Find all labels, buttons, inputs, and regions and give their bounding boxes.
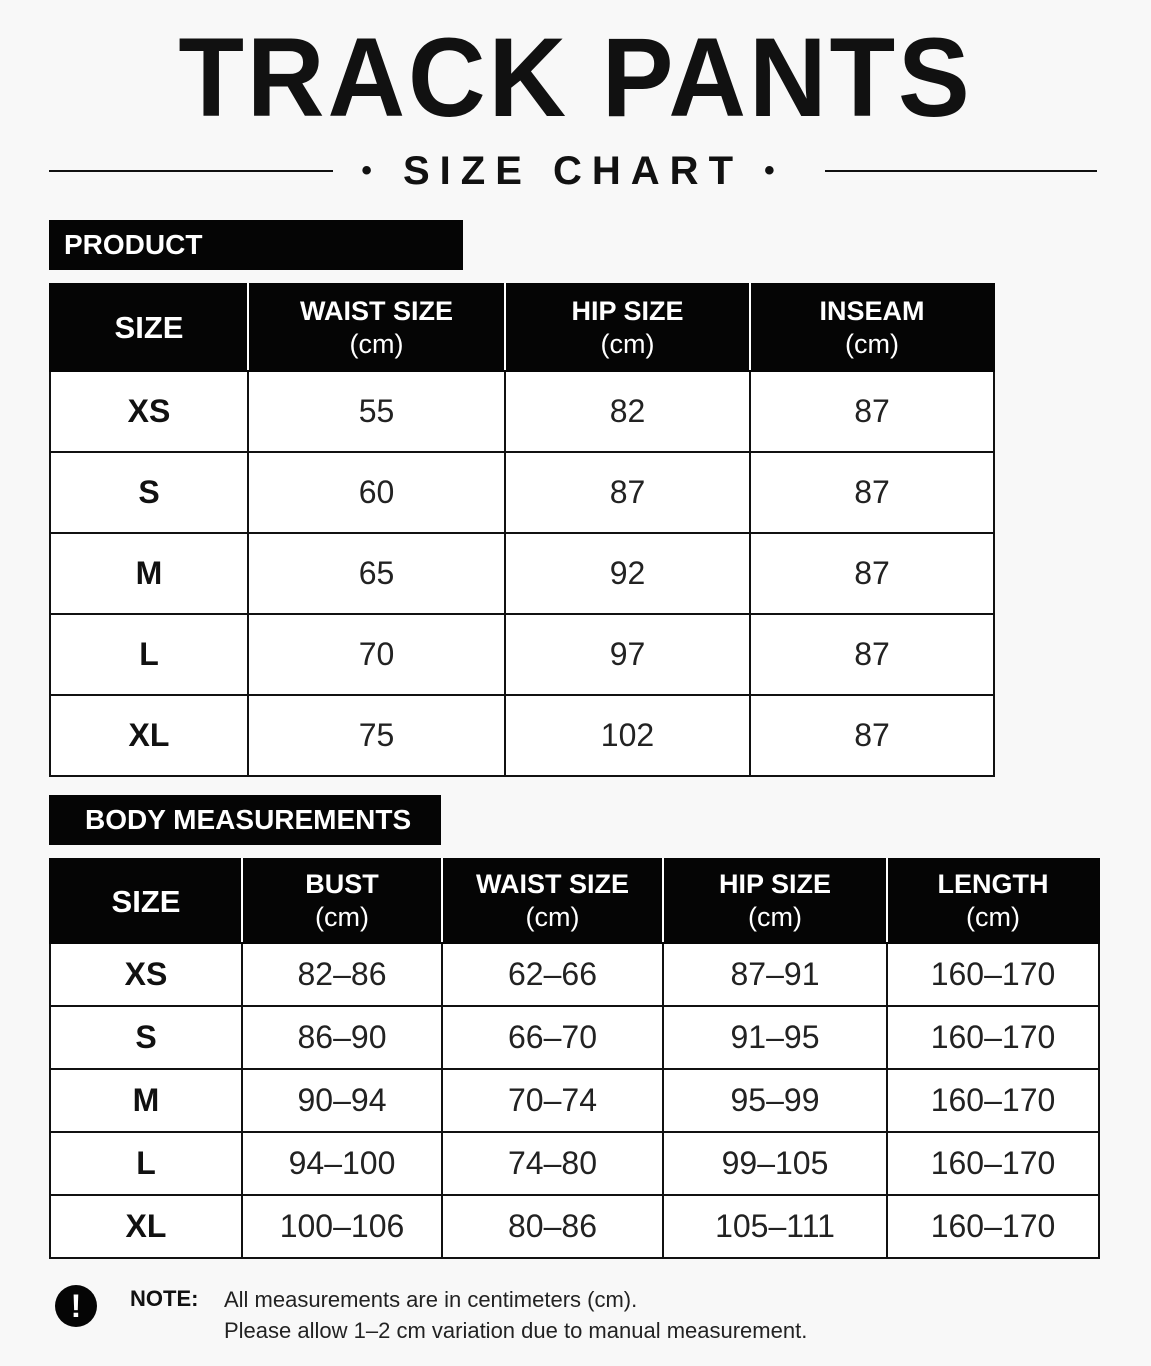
table-row [50,943,1099,1006]
inseam-cell: 87 [750,533,994,614]
hip-cell: 87 [505,452,750,533]
body-measurements-table [49,858,1100,1259]
bust-cell: 86–90 [242,1006,442,1069]
page-title: TRACK PANTS [178,15,973,140]
table-row [50,695,994,776]
waist-cell: 62–66 [442,943,663,1006]
size-cell: M [50,1069,242,1132]
size-cell: L [50,1132,242,1195]
hip-cell: 105–111 [663,1195,887,1258]
hip-cell: 95–99 [663,1069,887,1132]
header-hip: HIP SIZE (cm) [663,859,887,943]
inseam-cell: 87 [750,695,994,776]
header-waist: WAIST SIZE (cm) [442,859,663,943]
inseam-cell: 87 [750,614,994,695]
header-waist: WAIST SIZE (cm) [248,284,505,371]
length-cell: 160–170 [887,1006,1099,1069]
table-row [50,1132,1099,1195]
inseam-cell: 87 [750,452,994,533]
header-hip: HIP SIZE (cm) [505,284,750,371]
bust-cell: 94–100 [242,1132,442,1195]
hip-cell: 87–91 [663,943,887,1006]
inseam-cell: 87 [750,371,994,452]
header-size: SIZE [50,859,242,943]
size-cell: XL [50,1195,242,1258]
bust-cell: 90–94 [242,1069,442,1132]
header-bust: BUST (cm) [242,859,442,943]
waist-cell: 80–86 [442,1195,663,1258]
product-measurements-label: PRODUCT [49,220,463,270]
table-header-row [50,284,994,371]
hip-cell: 97 [505,614,750,695]
length-cell: 160–170 [887,1132,1099,1195]
table-row [50,533,994,614]
waist-cell: 60 [248,452,505,533]
header-inseam: INSEAM (cm) [750,284,994,371]
size-cell: XS [50,371,248,452]
note-line: Please allow 1–2 cm variation due to manual measurement. [224,1318,808,1343]
hip-cell: 91–95 [663,1006,887,1069]
waist-cell: 65 [248,533,505,614]
header-length: LENGTH (cm) [887,859,1099,943]
waist-cell: 74–80 [442,1132,663,1195]
bust-cell: 82–86 [242,943,442,1006]
hip-cell: 82 [505,371,750,452]
length-cell: 160–170 [887,1195,1099,1258]
table-row [50,1069,1099,1132]
waist-cell: 75 [248,695,505,776]
hip-cell: 99–105 [663,1132,887,1195]
table-row [50,614,994,695]
bullet-icon: • [764,154,785,187]
table-header-row [50,859,1099,943]
size-cell: XS [50,943,242,1006]
divider-right [825,170,1097,172]
subtitle-text: SIZE CHART [403,149,743,193]
waist-cell: 66–70 [442,1006,663,1069]
hip-cell: 92 [505,533,750,614]
bullet-icon: • [361,154,382,187]
length-cell: 160–170 [887,943,1099,1006]
header-size: SIZE [50,284,248,371]
product-measurements-table [49,283,995,777]
table-row [50,371,994,452]
note-line: All measurements are in centimeters (cm). [224,1287,638,1312]
size-cell: L [50,614,248,695]
size-cell: M [50,533,248,614]
note-heading: NOTE: [130,1286,199,1311]
size-cell: XL [50,695,248,776]
hip-cell: 102 [505,695,750,776]
table-row [50,1195,1099,1258]
length-cell: 160–170 [887,1069,1099,1132]
size-cell: S [50,1006,242,1069]
waist-cell: 55 [248,371,505,452]
waist-cell: 70 [248,614,505,695]
exclamation-icon: ! [55,1285,97,1327]
body-measurements-label: BODY MEASUREMENTS [49,795,441,845]
subtitle-row [49,148,1097,194]
table-row [50,452,994,533]
waist-cell: 70–74 [442,1069,663,1132]
table-row [50,1006,1099,1069]
bust-cell: 100–106 [242,1195,442,1258]
size-cell: S [50,452,248,533]
